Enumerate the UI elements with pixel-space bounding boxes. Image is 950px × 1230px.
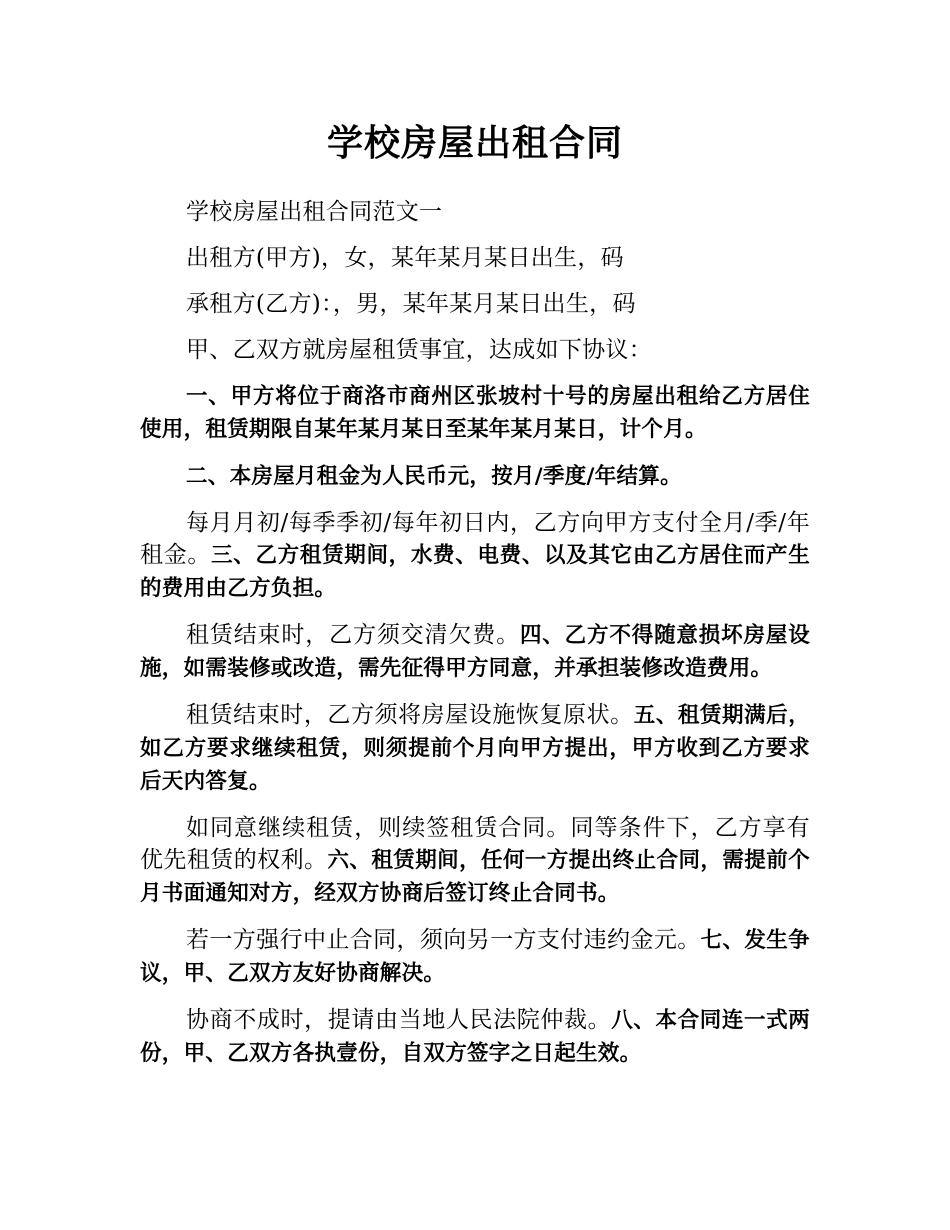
paragraph-bold-text: 五、租赁期满后，如乙方要求继续租赁，则须提前个月向甲方提出，甲方收到乙方要求后天内答复。 — [140, 703, 811, 794]
document-body — [140, 196, 810, 1070]
document-page — [140, 0, 810, 1084]
paragraph-bold-text: 八、本合同连一式两份，甲、乙双方各执壹份，自双方签字之日起生效。 — [140, 1008, 811, 1066]
paragraph-text: 协商不成时，提请由当地人民法院仲裁。 — [186, 1007, 612, 1033]
paragraph-bold-text: 七、发生争议，甲、乙双方友好协商解决。 — [140, 928, 810, 986]
paragraph-text: 租赁结束时，乙方须交清欠费。 — [186, 622, 520, 648]
paragraph-text: 每月月初/每季季初/每年初日内，乙方向甲方支付全月/季/年租金。 — [140, 510, 810, 568]
paragraph-clause-7 — [140, 924, 810, 990]
paragraph-bold-text: 二、本房屋月租金为人民币元，按月/季度/年结算。 — [186, 464, 682, 489]
paragraph-clause-3 — [140, 507, 810, 605]
paragraph-clause-2 — [140, 460, 810, 493]
paragraph-agreement-intro — [140, 334, 810, 366]
paragraph-text: 学校房屋出租合同范文一 — [186, 199, 443, 225]
paragraph-lessor — [140, 242, 810, 274]
paragraph-lessee — [140, 288, 810, 320]
paragraph-subtitle — [140, 196, 810, 228]
paragraph-text: 如同意继续租赁，则续签租赁合同。同等条件下，乙方享有优先租赁的权利。 — [140, 815, 810, 873]
paragraph-text: 租赁结束时，乙方须将房屋设施恢复原状。 — [186, 702, 634, 728]
paragraph-clause-6 — [140, 812, 810, 910]
paragraph-bold-text: 三、乙方租赁期间，水费、电费、以及其它由乙方居住而产生的费用由乙方负担。 — [140, 543, 810, 601]
paragraph-bold-text: 一、甲方将位于商洛市商州区张坡村十号的房屋出租给乙方居住使用，租赁期限自某年某月某日至某年某月某日，计个月。 — [140, 384, 810, 442]
paragraph-clause-4 — [140, 619, 810, 685]
paragraph-text: 若一方强行中止合同，须向另一方支付违约金元。 — [186, 927, 701, 953]
paragraph-text: 承租方(乙方)：，男，某年某月某日出生，码 — [186, 291, 636, 317]
document-title: 学校房屋出租合同 — [326, 123, 623, 164]
paragraph-text: 甲、乙双方就房屋租赁事宜，达成如下协议： — [186, 337, 652, 363]
paragraph-clause-1 — [140, 380, 810, 446]
paragraph-clause-5 — [140, 699, 810, 798]
paragraph-text: 出租方(甲方)，女，某年某月某日出生，码 — [186, 245, 624, 271]
paragraph-clause-8 — [140, 1004, 810, 1070]
paragraph-bold-text: 四、乙方不得随意损坏房屋设施，如需装修或改造，需先征得甲方同意，并承担装修改造费用。 — [140, 623, 810, 681]
paragraph-bold-text: 六、租赁期间，任何一方提出终止合同，需提前个月书面通知对方，经双方协商后签订终止合同书。 — [140, 848, 810, 906]
